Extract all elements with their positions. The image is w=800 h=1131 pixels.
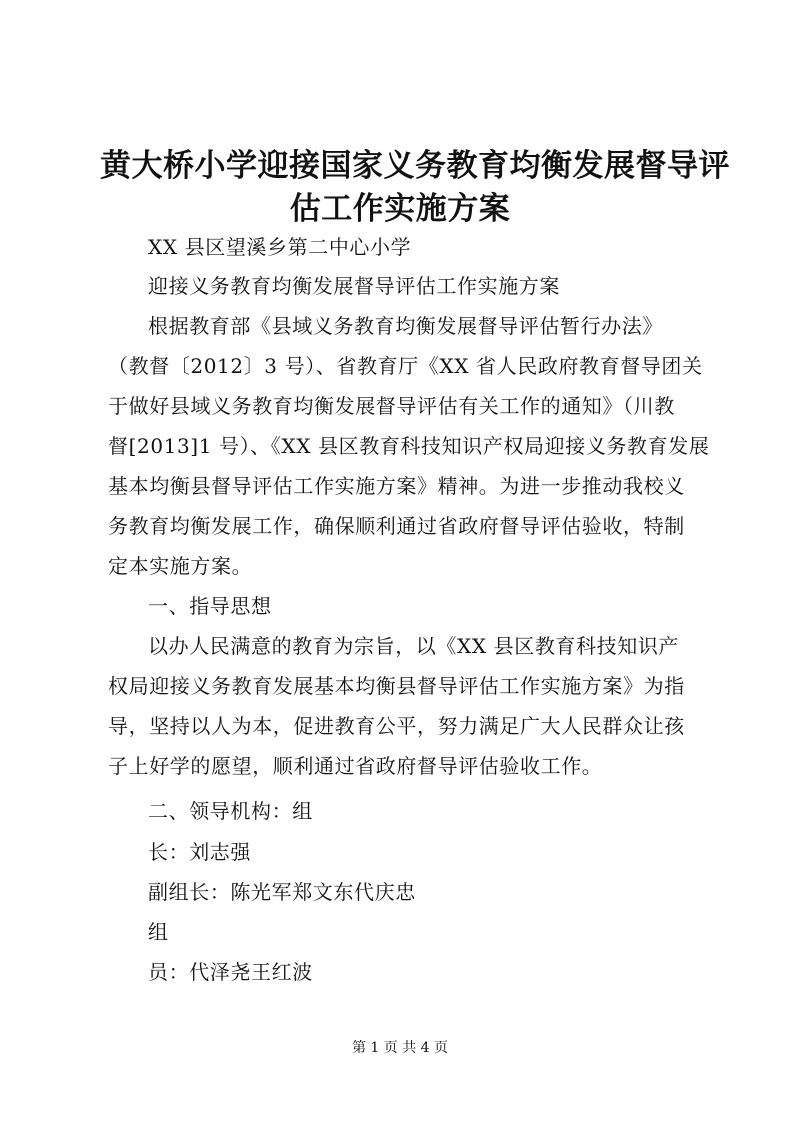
members-label: 组 <box>148 920 169 944</box>
members-line: 员：代泽尧王红波 <box>148 960 313 984</box>
intro-paragraph-line: （教督〔2012〕3 号）、省教育厅《XX 省人民政府教育督导团关 <box>108 354 703 378</box>
section-heading-guiding-ideology: 一、指导思想 <box>148 594 272 618</box>
guiding-paragraph-line: 权局迎接义务教育发展基本均衡县督导评估工作实施方案》为指 <box>108 674 685 698</box>
intro-paragraph-line: 根据教育部《县域义务教育均衡发展督导评估暂行办法》 <box>148 314 663 338</box>
guiding-paragraph-line: 以办人民满意的教育为宗旨，以《XX 县区教育科技知识产 <box>148 634 680 658</box>
page-number-footer: 第 1 页 共 4 页 <box>351 1040 449 1056</box>
leader-line: 长：刘志强 <box>148 840 251 864</box>
plan-subtitle: 迎接义务教育均衡发展督导评估工作实施方案 <box>148 274 560 298</box>
document-title-line-1: 黄大桥小学迎接国家义务教育均衡发展督导评 <box>100 148 730 184</box>
document-title-line-2: 估工作实施方案 <box>289 191 511 227</box>
intro-paragraph-line: 定本实施方案。 <box>108 554 253 578</box>
section-heading-leadership: 二、领导机构：组 <box>148 799 313 823</box>
intro-paragraph-line: 务教育均衡发展工作，确保顺利通过省政府督导评估验收，特制 <box>108 514 685 538</box>
intro-paragraph-line: 于做好县域义务教育均衡发展督导评估有关工作的通知》（川教 <box>108 394 675 418</box>
intro-paragraph-line: 督[2013]1 号）、《XX 县区教育科技知识产权局迎接义务教育发展 <box>108 434 710 458</box>
guiding-paragraph-line: 子上好学的愿望，顺利通过省政府督导评估验收工作。 <box>108 754 603 778</box>
guiding-paragraph-line: 导，坚持以人为本，促进教育公平，努力满足广大人民群众让孩 <box>108 714 685 738</box>
school-name: XX 县区望溪乡第二中心小学 <box>148 235 412 259</box>
intro-paragraph-line: 基本均衡县督导评估工作实施方案》精神。为进一步推动我校义 <box>108 474 685 498</box>
deputy-leaders-line: 副组长：陈光军郑文东代庆忠 <box>148 880 416 904</box>
